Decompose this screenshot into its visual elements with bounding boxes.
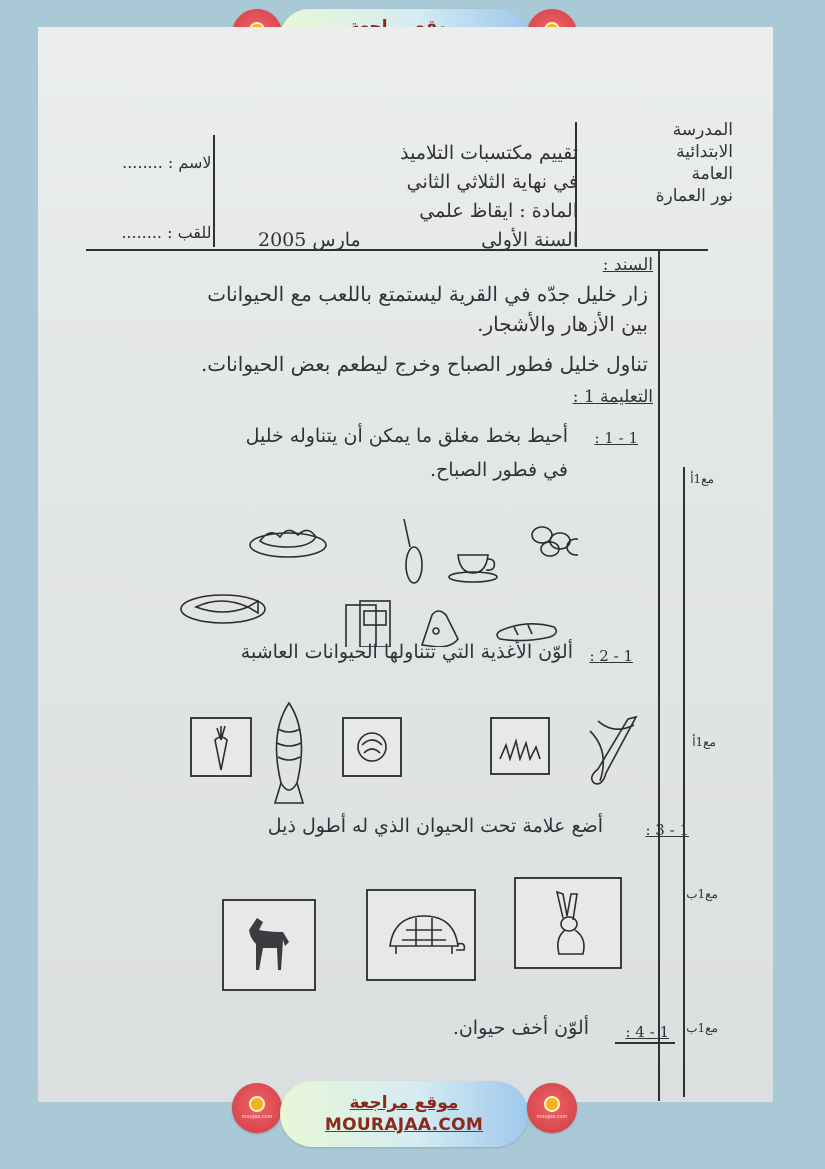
question-text: ألوّن الأغذية التي تتناولها الحيوانات العاشبة [240, 641, 573, 663]
bone-icon[interactable] [586, 711, 646, 795]
teacup-icon[interactable] [449, 555, 497, 582]
fish-icon[interactable] [264, 699, 314, 809]
question-text: في فطور الصباح. [429, 459, 568, 481]
question-number: 1 - 4 : [625, 1023, 669, 1041]
question-number: 1 - 1 : [594, 429, 638, 447]
site-link[interactable] [280, 1081, 528, 1147]
site-banner-bottom[interactable] [232, 1083, 577, 1133]
question-number: 1 - 3 : [645, 821, 689, 839]
horse-picture[interactable] [222, 899, 316, 991]
exam-subject: المادة : ايقاظ علمي [419, 200, 578, 222]
carrot-picture[interactable] [190, 717, 252, 777]
breakfast-items [178, 507, 578, 647]
bread-icon[interactable] [497, 624, 556, 641]
question-text: أحيط بخط مغلق ما يمكن أن يتناوله خليل [245, 425, 568, 447]
site-name-en[interactable]: MOURAJAA.COM [324, 1115, 484, 1135]
q4-underline [615, 1042, 675, 1044]
turtle-picture[interactable] [366, 889, 476, 981]
support-line-3: تناول خليل فطور الصباح وخرج ليطعم بعض الحيوانات. [200, 352, 648, 376]
rabbit-icon [543, 888, 593, 958]
cabbage-picture[interactable] [342, 717, 402, 777]
exam-title: تقييم مكتسبات التلاميذ [400, 142, 578, 164]
exam-period: في نهاية الثلاثي الثاني [406, 171, 578, 193]
student-surname-field[interactable]: اللقب : ........ [121, 223, 216, 242]
logo-text: moujaa.com [241, 1114, 273, 1120]
fish-plate-icon[interactable] [181, 595, 265, 623]
rabbit-picture[interactable] [514, 877, 622, 969]
instruction-title: التعليمة 1 : [572, 387, 653, 407]
margin-line [658, 249, 660, 1101]
site-name-ar[interactable]: موقع مراجعة [349, 1093, 459, 1113]
exam-sheet [38, 27, 773, 1102]
score-label: مع1أ [690, 472, 714, 486]
grass-picture[interactable] [490, 717, 550, 775]
carrot-icon [201, 722, 241, 772]
question-text: أضع علامة تحت الحيوان الذي له أطول ذيل [267, 815, 603, 837]
logo-text: moujaa.com [536, 1114, 568, 1120]
spoon-icon[interactable] [404, 519, 422, 583]
eggs-icon[interactable] [532, 527, 578, 556]
school-block [623, 119, 733, 207]
score-label: مع1ب [686, 887, 718, 901]
exam-title-block [218, 139, 578, 255]
school-line: المدرسة [672, 120, 733, 140]
student-name-field[interactable]: الاسم : ........ [122, 153, 216, 172]
turtle-icon [376, 910, 466, 960]
support-line-1: زار خليل جدّه في القرية ليستمتع باللعب مع الحيوانات [207, 282, 648, 306]
support-line-2: بين الأزهار والأشجار. [477, 312, 648, 336]
spaghetti-plate-icon[interactable] [250, 530, 326, 557]
cabbage-icon [352, 727, 392, 767]
site-logo-left[interactable] [232, 1083, 282, 1133]
school-line: العامة [691, 164, 733, 184]
logo-badge-icon [249, 1096, 265, 1112]
exam-date: مارس 2005 [258, 229, 361, 251]
support-title: السند : [602, 255, 653, 275]
horse-icon [239, 910, 299, 980]
score-margin-line [683, 467, 685, 1097]
school-line: نور العمارة [655, 186, 733, 206]
site-logo-right[interactable] [527, 1083, 577, 1133]
question-number: 1 - 2 : [589, 647, 633, 665]
exam-level: السنة الأولى [481, 229, 578, 251]
score-label: مع1ب [686, 1021, 718, 1035]
grass-icon [498, 731, 542, 761]
score-label: مع1أ [692, 735, 716, 749]
school-line: الابتدائية [676, 142, 733, 162]
logo-badge-icon [544, 1096, 560, 1112]
question-text: ألوّن أخف حيوان. [452, 1017, 589, 1039]
